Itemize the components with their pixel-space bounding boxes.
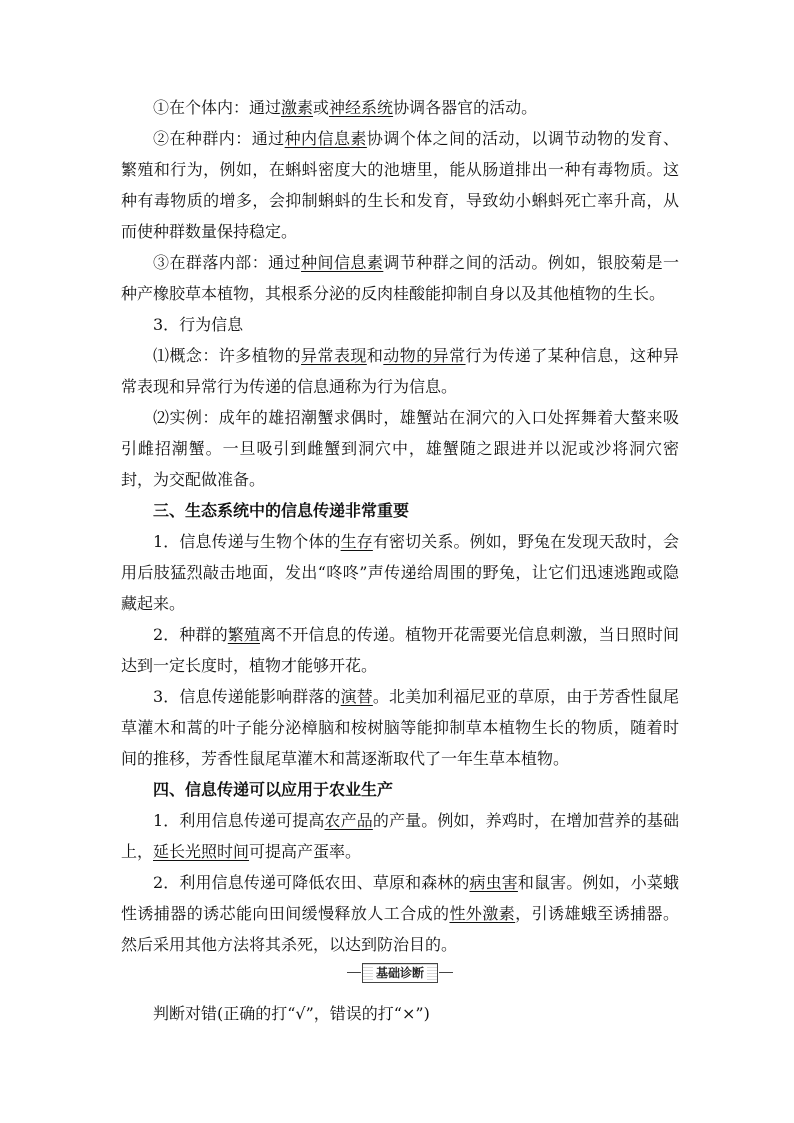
term-pests: 病虫害 bbox=[469, 873, 518, 892]
section-heading-4: 四、信息传递可以应用于农业生产 bbox=[153, 780, 394, 799]
paragraph-survival: 1．信息传递与生物个体的生存有密切关系。例如，野兔在发现天敌时，会用后肢猛烈敲击地面，发出“咚咚”声传递给周围的野兔，让它们迅速逃跑或隐藏起来。 bbox=[121, 532, 679, 613]
section-heading-3: 三、生态系统中的信息传递非常重要 bbox=[153, 501, 410, 520]
term-extend-light: 延长光照时间 bbox=[153, 842, 250, 861]
term-intraspecific-pheromone: 种内信息素 bbox=[284, 129, 367, 148]
term-reproduction: 繁殖 bbox=[227, 625, 261, 644]
term-animal-abnormal: 动物的异常 bbox=[383, 346, 466, 365]
paragraph-succession: 3．信息传递能影响群落的演替。北美加利福尼亚的草原，由于芳香性鼠尾草灌木和蒿的叶子能分泌樟脑和桉树脑等能抑制草本植物生长的物质，随着时间的推移，芳香性鼠尾草灌木和蒿逐渐取代了一年生草本植物。 bbox=[121, 687, 679, 768]
term-succession: 演替 bbox=[340, 687, 373, 706]
paragraph-behavior-concept: ⑴概念：许多植物的异常表现和动物的异常行为传递了某种信息，这种异常表现和异常行为传递的信息通称为行为信息。 bbox=[121, 346, 679, 396]
document-body bbox=[121, 92, 679, 1029]
term-agricultural-products: 农产品 bbox=[324, 811, 373, 830]
instruction-text: 判断对错(正确的打“√”，错误的打“×”) bbox=[153, 1004, 430, 1023]
basic-diagnosis-badge: 基础诊断 bbox=[362, 963, 438, 983]
section-badge-wrap bbox=[121, 962, 679, 992]
paragraph-individual: ①在个体内：通过激素或神经系统协调各器官的活动。 bbox=[153, 98, 538, 117]
term-interspecific-pheromone: 种间信息素 bbox=[301, 253, 384, 272]
term-hormone: 激素 bbox=[281, 98, 314, 117]
paragraph-pest-control: 2．利用信息传递可降低农田、草原和森林的病虫害和鼠害。例如，小菜蛾性诱捕器的诱芯能向田间缓慢释放人工合成的性外激素，引诱雄蛾至诱捕器。然后采用其他方法将其杀死，以达到防治目的。 bbox=[121, 873, 679, 954]
paragraph-reproduction: 2．种群的繁殖离不开信息的传递。植物开花需要光信息刺激，当日照时间达到一定长度时，植物才能够开花。 bbox=[121, 625, 679, 675]
term-nervous-system: 神经系统 bbox=[329, 98, 394, 117]
term-abnormal-performance: 异常表现 bbox=[301, 346, 367, 365]
paragraph-behavior-example: ⑵实例：成年的雄招潮蟹求偶时，雄蟹站在洞穴的入口处挥舞着大螯来吸引雌招潮蟹。一旦吸引到雌蟹到洞穴中，雄蟹随之跟进并以泥或沙将洞穴密封，为交配做准备。 bbox=[121, 408, 679, 489]
heading-behavior-info: 3．行为信息 bbox=[153, 315, 244, 334]
term-sex-pheromone: 性外激素 bbox=[449, 904, 516, 923]
paragraph-community: ③在群落内部：通过种间信息素调节种群之间的活动。例如，银胶菊是一种产橡胶草本植物，其根系分泌的反肉桂酸能抑制自身以及其他植物的生长。 bbox=[121, 253, 679, 303]
paragraph-yield: 1．利用信息传递可提高农产品的产量。例如，养鸡时，在增加营养的基础上，延长光照时间可提高产蛋率。 bbox=[121, 811, 679, 861]
term-survival: 生存 bbox=[340, 532, 373, 551]
paragraph-population: ②在种群内：通过种内信息素协调个体之间的活动，以调节动物的发育、繁殖和行为，例如，在蝌蚪密度大的池塘里，能从肠道排出一种有毒物质。这种有毒物质的增多，会抑制蝌蚪的生长和发育，导致幼小蝌蚪死亡率升高，从而使种群数量保持稳定。 bbox=[121, 129, 679, 241]
